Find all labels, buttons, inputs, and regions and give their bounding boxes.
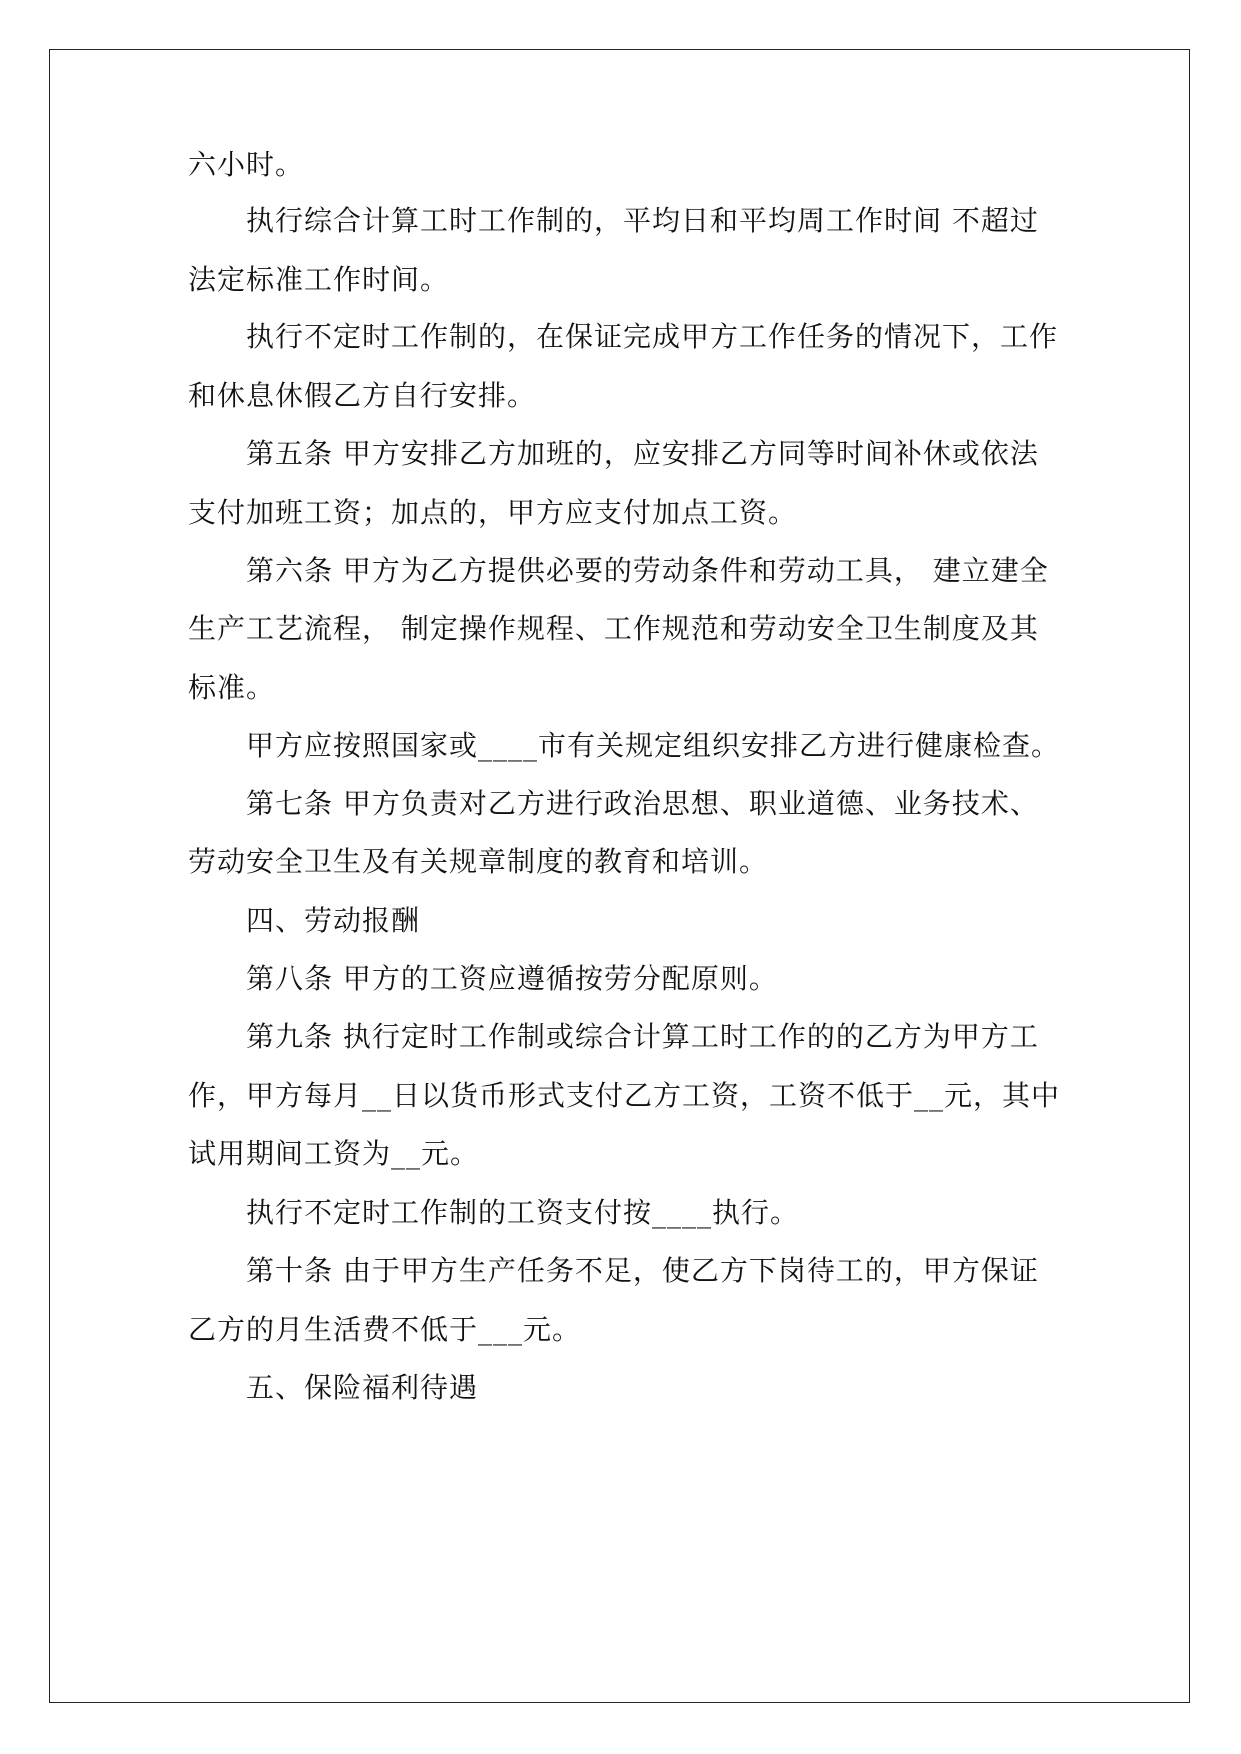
text-line: 作，甲方每月__日以货币形式支付乙方工资，工资不低于__元，其中 [188,1079,1061,1112]
text-line: 第六条 甲方为乙方提供必要的劳动条件和劳动工具， 建立建全 [246,554,1049,587]
text-line: 第七条 甲方负责对乙方进行政治思想、职业道德、业务技术、 [246,787,1039,820]
text-line: 甲方应按照国家或____市有关规定组织安排乙方进行健康检查。 [246,729,1061,762]
text-line: 第九条 执行定时工作制或综合计算工时工作的的乙方为甲方工 [246,1020,1039,1053]
text-line: 生产工艺流程， 制定操作规程、工作规范和劳动安全卫生制度及其 [188,612,1039,645]
text-line: 乙方的月生活费不低于___元。 [188,1313,582,1346]
section-heading: 五、保险福利待遇 [246,1371,479,1404]
text-line: 标准。 [188,671,276,704]
text-line: 和休息休假乙方自行安排。 [188,379,537,412]
text-line: 法定标准工作时间。 [188,263,450,296]
text-line: 劳动安全卫生及有关规章制度的教育和培训。 [188,845,769,878]
text-line: 第八条 甲方的工资应遵循按劳分配原则。 [246,962,778,995]
section-heading: 四、劳动报酬 [246,904,421,937]
text-line: 第五条 甲方安排乙方加班的，应安排乙方同等时间补休或依法 [246,437,1039,470]
text-line: 执行综合计算工时工作制的，平均日和平均周工作时间 不超过 [246,204,1039,237]
text-line: 支付加班工资；加点的，甲方应支付加点工资。 [188,496,798,529]
text-line: 六小时。 [188,148,305,181]
text-line: 执行不定时工作制的，在保证完成甲方工作任务的情况下，工作 [246,320,1059,353]
text-line: 第十条 由于甲方生产任务不足，使乙方下岗待工的，甲方保证 [246,1254,1039,1287]
text-line: 试用期间工资为__元。 [188,1137,480,1170]
text-line: 执行不定时工作制的工资支付按____执行。 [246,1196,800,1229]
